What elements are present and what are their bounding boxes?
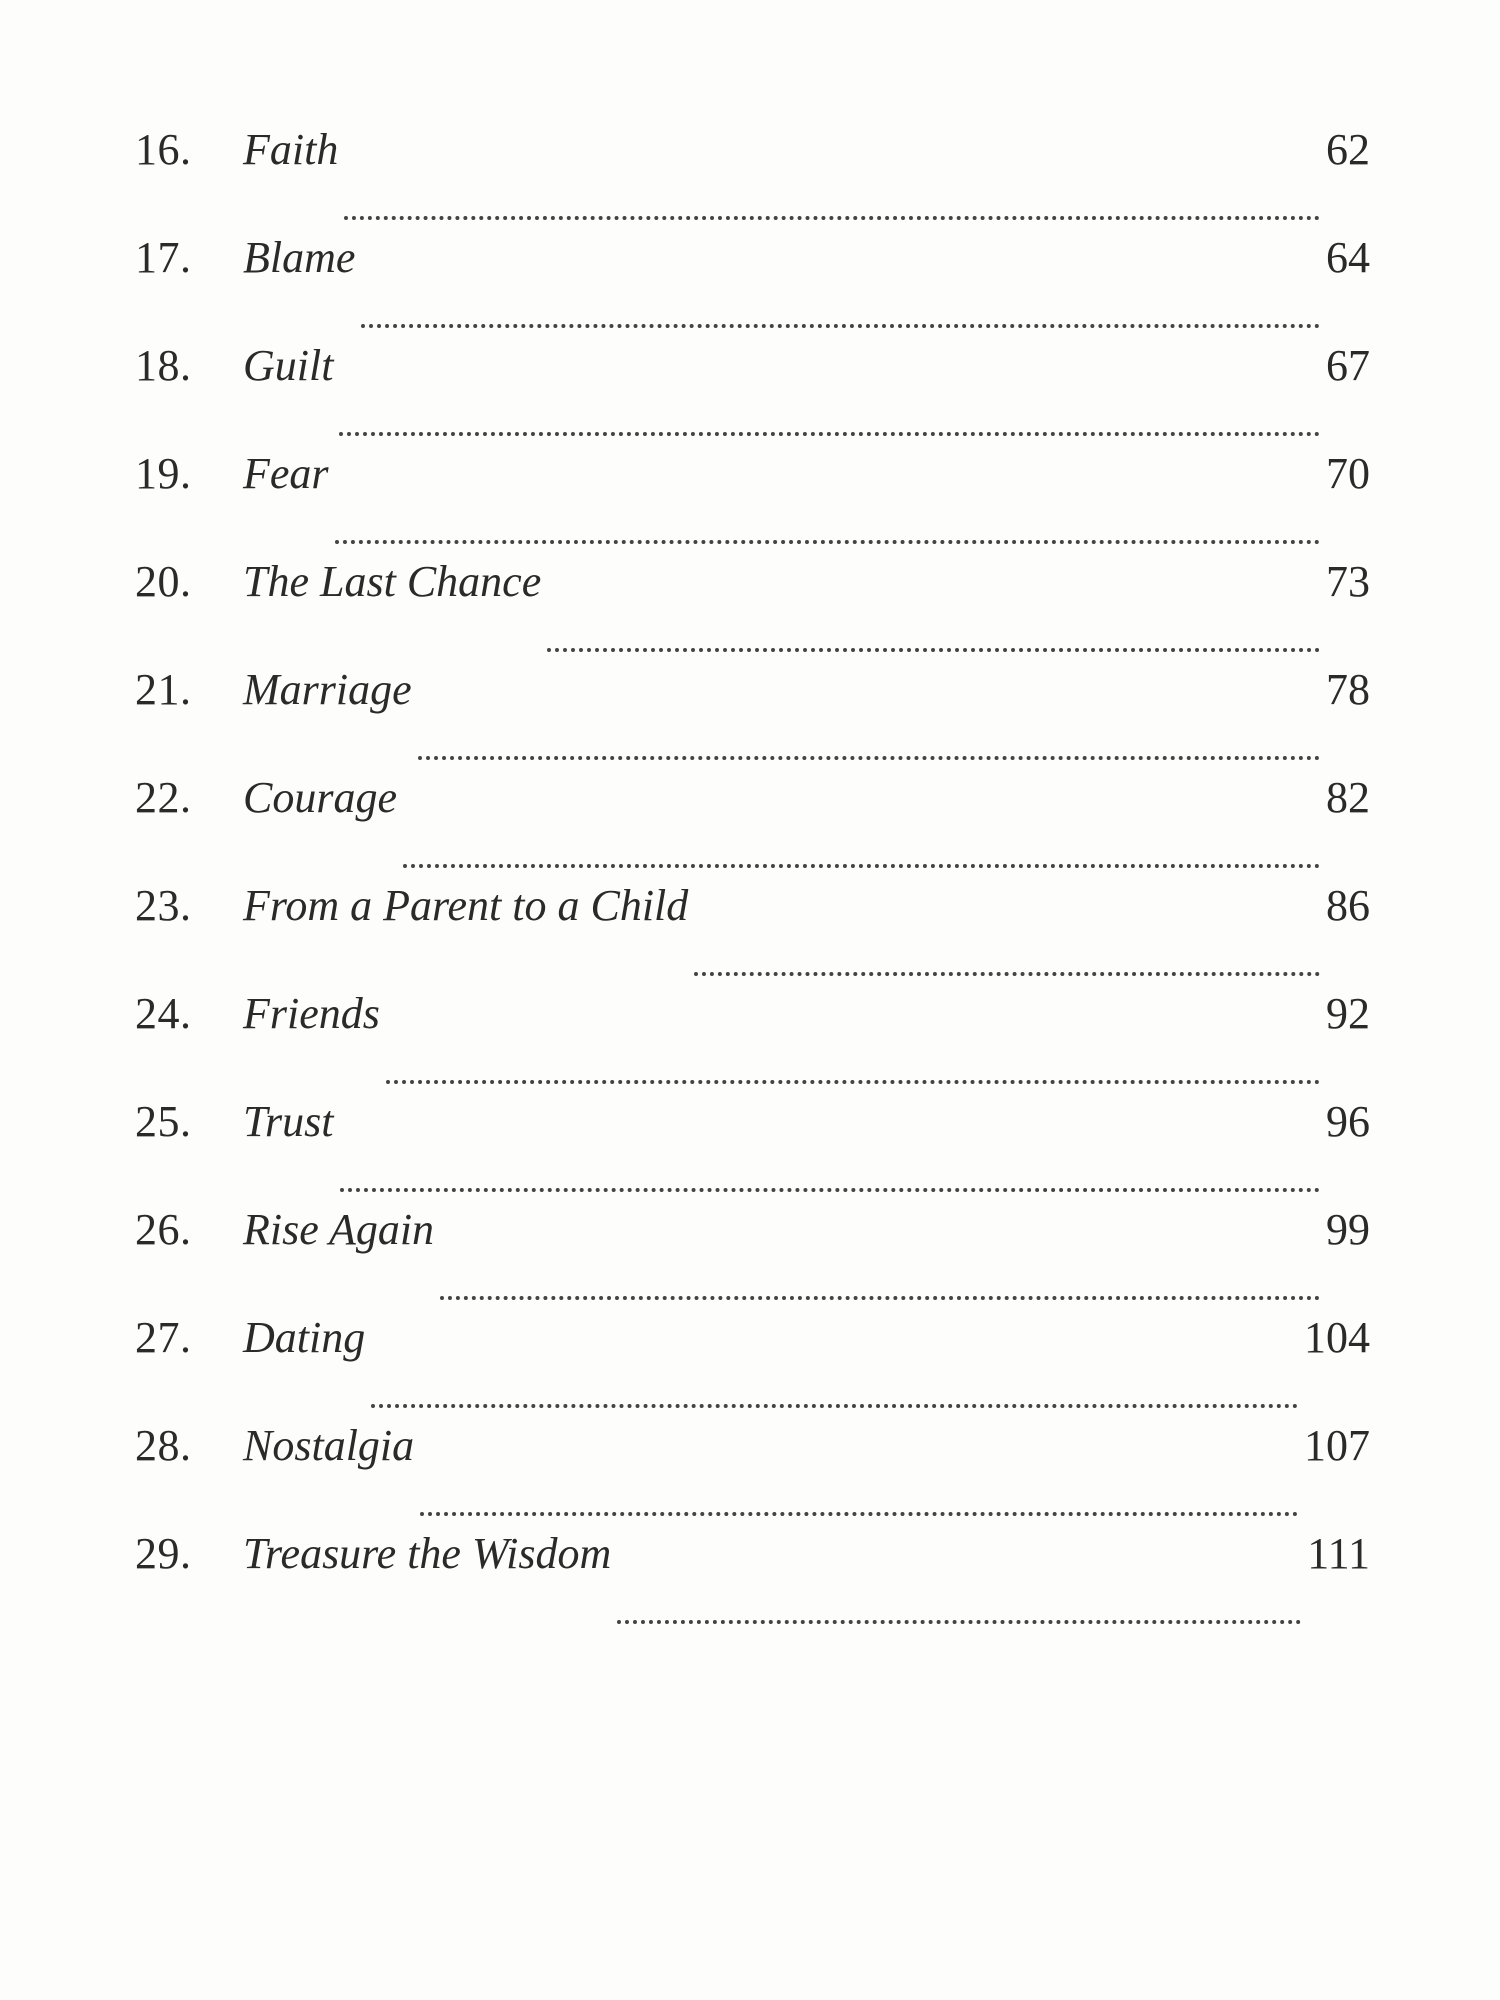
toc-entry-number: 28.	[135, 1421, 192, 1470]
toc-entry-number: 23.	[135, 881, 192, 930]
toc-entry-page: 62	[1326, 125, 1370, 174]
toc-entry-number: 26.	[135, 1205, 192, 1254]
dot-leader	[339, 432, 1320, 436]
toc-entry	[135, 1313, 1370, 1424]
toc-entry	[135, 233, 1370, 344]
toc-entry	[135, 449, 1370, 560]
toc-entry	[135, 557, 1370, 668]
toc-entry-number: 19.	[135, 449, 192, 498]
toc-entry-page: 82	[1326, 773, 1370, 822]
toc-entry	[135, 1205, 1370, 1316]
toc-entry	[135, 881, 1370, 992]
toc-entry-title: Trust	[243, 1097, 334, 1146]
toc-entry-page: 73	[1326, 557, 1370, 606]
toc-entry-number: 16.	[135, 125, 192, 174]
dot-leader	[440, 1296, 1320, 1300]
toc-entry-number: 21.	[135, 665, 192, 714]
toc-entry-title: Fear	[243, 449, 329, 498]
table-of-contents	[135, 125, 1370, 1640]
toc-entry	[135, 341, 1370, 452]
toc-entry-title: Nostalgia	[243, 1421, 415, 1470]
dot-leader	[418, 756, 1320, 760]
toc-entry-number: 20.	[135, 557, 192, 606]
toc-entry	[135, 665, 1370, 776]
toc-entry-number: 25.	[135, 1097, 192, 1146]
toc-entry-title: Guilt	[243, 341, 334, 390]
toc-entry-number: 27.	[135, 1313, 192, 1362]
toc-entry	[135, 773, 1370, 884]
dot-leader	[335, 540, 1320, 544]
dot-leader	[344, 216, 1320, 220]
toc-entry-title: Courage	[243, 773, 397, 822]
toc-entry-number: 17.	[135, 233, 192, 282]
toc-entry-title: Marriage	[243, 665, 412, 714]
dot-leader	[361, 324, 1320, 328]
toc-entry-title: Rise Again	[243, 1205, 435, 1254]
toc-entry-page: 104	[1304, 1313, 1370, 1362]
toc-entry	[135, 125, 1370, 236]
dot-leader	[420, 1512, 1298, 1516]
toc-entry-page: 107	[1304, 1421, 1370, 1470]
toc-entry-page: 99	[1326, 1205, 1370, 1254]
toc-entry-title: Dating	[243, 1313, 366, 1362]
toc-entry-number: 24.	[135, 989, 192, 1038]
dot-leader	[547, 648, 1320, 652]
toc-entry	[135, 1421, 1370, 1532]
dot-leader	[694, 972, 1320, 976]
toc-entry-title: From a Parent to a Child	[243, 881, 689, 930]
toc-entry	[135, 1097, 1370, 1208]
toc-entry-page: 92	[1326, 989, 1370, 1038]
toc-entry-page: 67	[1326, 341, 1370, 390]
toc-entry-title: Faith	[243, 125, 339, 174]
toc-entry-title: The Last Chance	[243, 557, 542, 606]
toc-entry-page: 111	[1307, 1529, 1370, 1578]
toc-entry-page: 86	[1326, 881, 1370, 930]
toc-entry-number: 22.	[135, 773, 192, 822]
toc-entry-number: 18.	[135, 341, 192, 390]
dot-leader	[617, 1620, 1301, 1624]
dot-leader	[386, 1080, 1320, 1084]
toc-entry-page: 78	[1326, 665, 1370, 714]
dot-leader	[403, 864, 1320, 868]
toc-entry-page: 70	[1326, 449, 1370, 498]
toc-entry	[135, 1529, 1370, 1640]
toc-entry-page: 96	[1326, 1097, 1370, 1146]
dot-leader	[371, 1404, 1298, 1408]
toc-entry-page: 64	[1326, 233, 1370, 282]
toc-entry-number: 29.	[135, 1529, 192, 1578]
dot-leader	[340, 1188, 1320, 1192]
toc-entry	[135, 989, 1370, 1100]
toc-entry-title: Friends	[243, 989, 380, 1038]
toc-entry-title: Treasure the Wisdom	[243, 1529, 612, 1578]
toc-entry-title: Blame	[243, 233, 356, 282]
